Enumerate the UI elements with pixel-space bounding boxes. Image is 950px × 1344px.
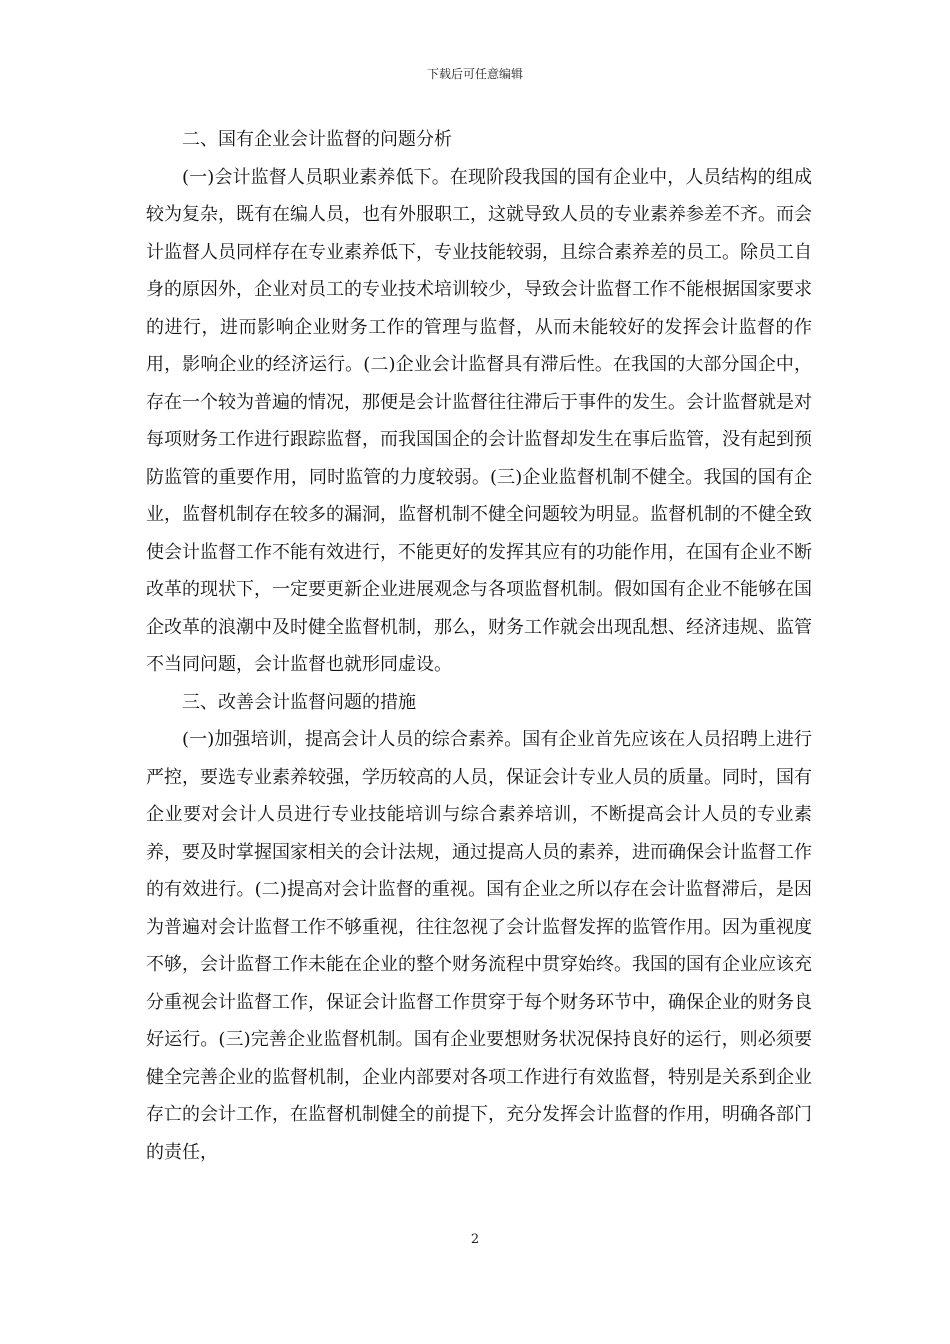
document-body — [146, 121, 812, 1171]
section-heading-analysis: 二、国有企业会计监督的问题分析 — [182, 129, 452, 150]
section-paragraph-measures: (一)加强培训，提高会计人员的综合素养。国有企业首先应该在人员招聘上进行严控，要选专业素养较强，学历较高的人员，保证会计专业人员的质量。同时，国有企业要对会计人员进行专业技能培训与综合素养培训，不断提高会计人员的专业素养，要及时掌握国家相关的会计法规，通过提高人员的素养，进而确保会计监督工作的有效进行。(二)提高对会计监督的重视。国有企业之所以存在会计监督滞后，是因为普遍对会计监督工作不够重视，往往忽视了会计监督发挥的监管作用。因为重视度不够，会计监督工作未能在企业的整个财务流程中贯穿始终。我国的国有企业应该充分重视会计监督工作，保证会计监督工作贯穿于每个财务环节中，确保企业的财务良好运行。(三)完善企业监督机制。国有企业要想财务状况保持良好的运行，则必须要健全完善企业的监督机制，企业内部要对各项工作进行有效监督，特别是关系到企业存亡的会计工作，在监督机制健全的前提下，充分发挥会计监督的作用，明确各部门的责任， — [146, 729, 812, 1163]
page-header-note: 下载后可任意编辑 — [426, 67, 523, 81]
section-heading-measures: 三、改善会计监督问题的措施 — [182, 691, 416, 713]
page-number: 2 — [470, 1232, 480, 1247]
section-paragraph-analysis: (一)会计监督人员职业素养低下。在现阶段我国的国有企业中，人员结构的组成较为复杂，既有在编人员，也有外服职工，这就导致人员的专业素养参差不齐。而会计监督人员同样存在专业素养低下，专业技能较弱，且综合素养差的员工。除员工自身的原因外，企业对员工的专业技术培训较少，导致会计监督工作不能根据国家要求的进行，进而影响企业财务工作的管理与监督，从而未能较好的发挥会计监督的作用，影响企业的经济运行。(二)企业会计监督具有滞后性。在我国的大部分国企中，存在一个较为普遍的情况，那便是会计监督往往滞后于事件的发生。会计监督就是对每项财务工作进行跟踪监督，而我国国企的会计监督却发生在事后监管，没有起到预防监管的重要作用，同时监管的力度较弱。(三)企业监督机制不健全。我国的国有企业，监督机制存在较多的漏洞，监督机制不健全问题较为明显。监督机制的不健全致使会计监督工作不能有效进行，不能更好的发挥其应有的功能作用，在国有企业不断改革的现状下，一定要更新企业进展观念与各项监督机制。假如国有企业不能够在国企改革的浪潮中及时健全监督机制，那么，财务工作就会出现乱想、经济违规、监管不当同问题，会计监督也就形同虚设。 — [146, 166, 812, 675]
